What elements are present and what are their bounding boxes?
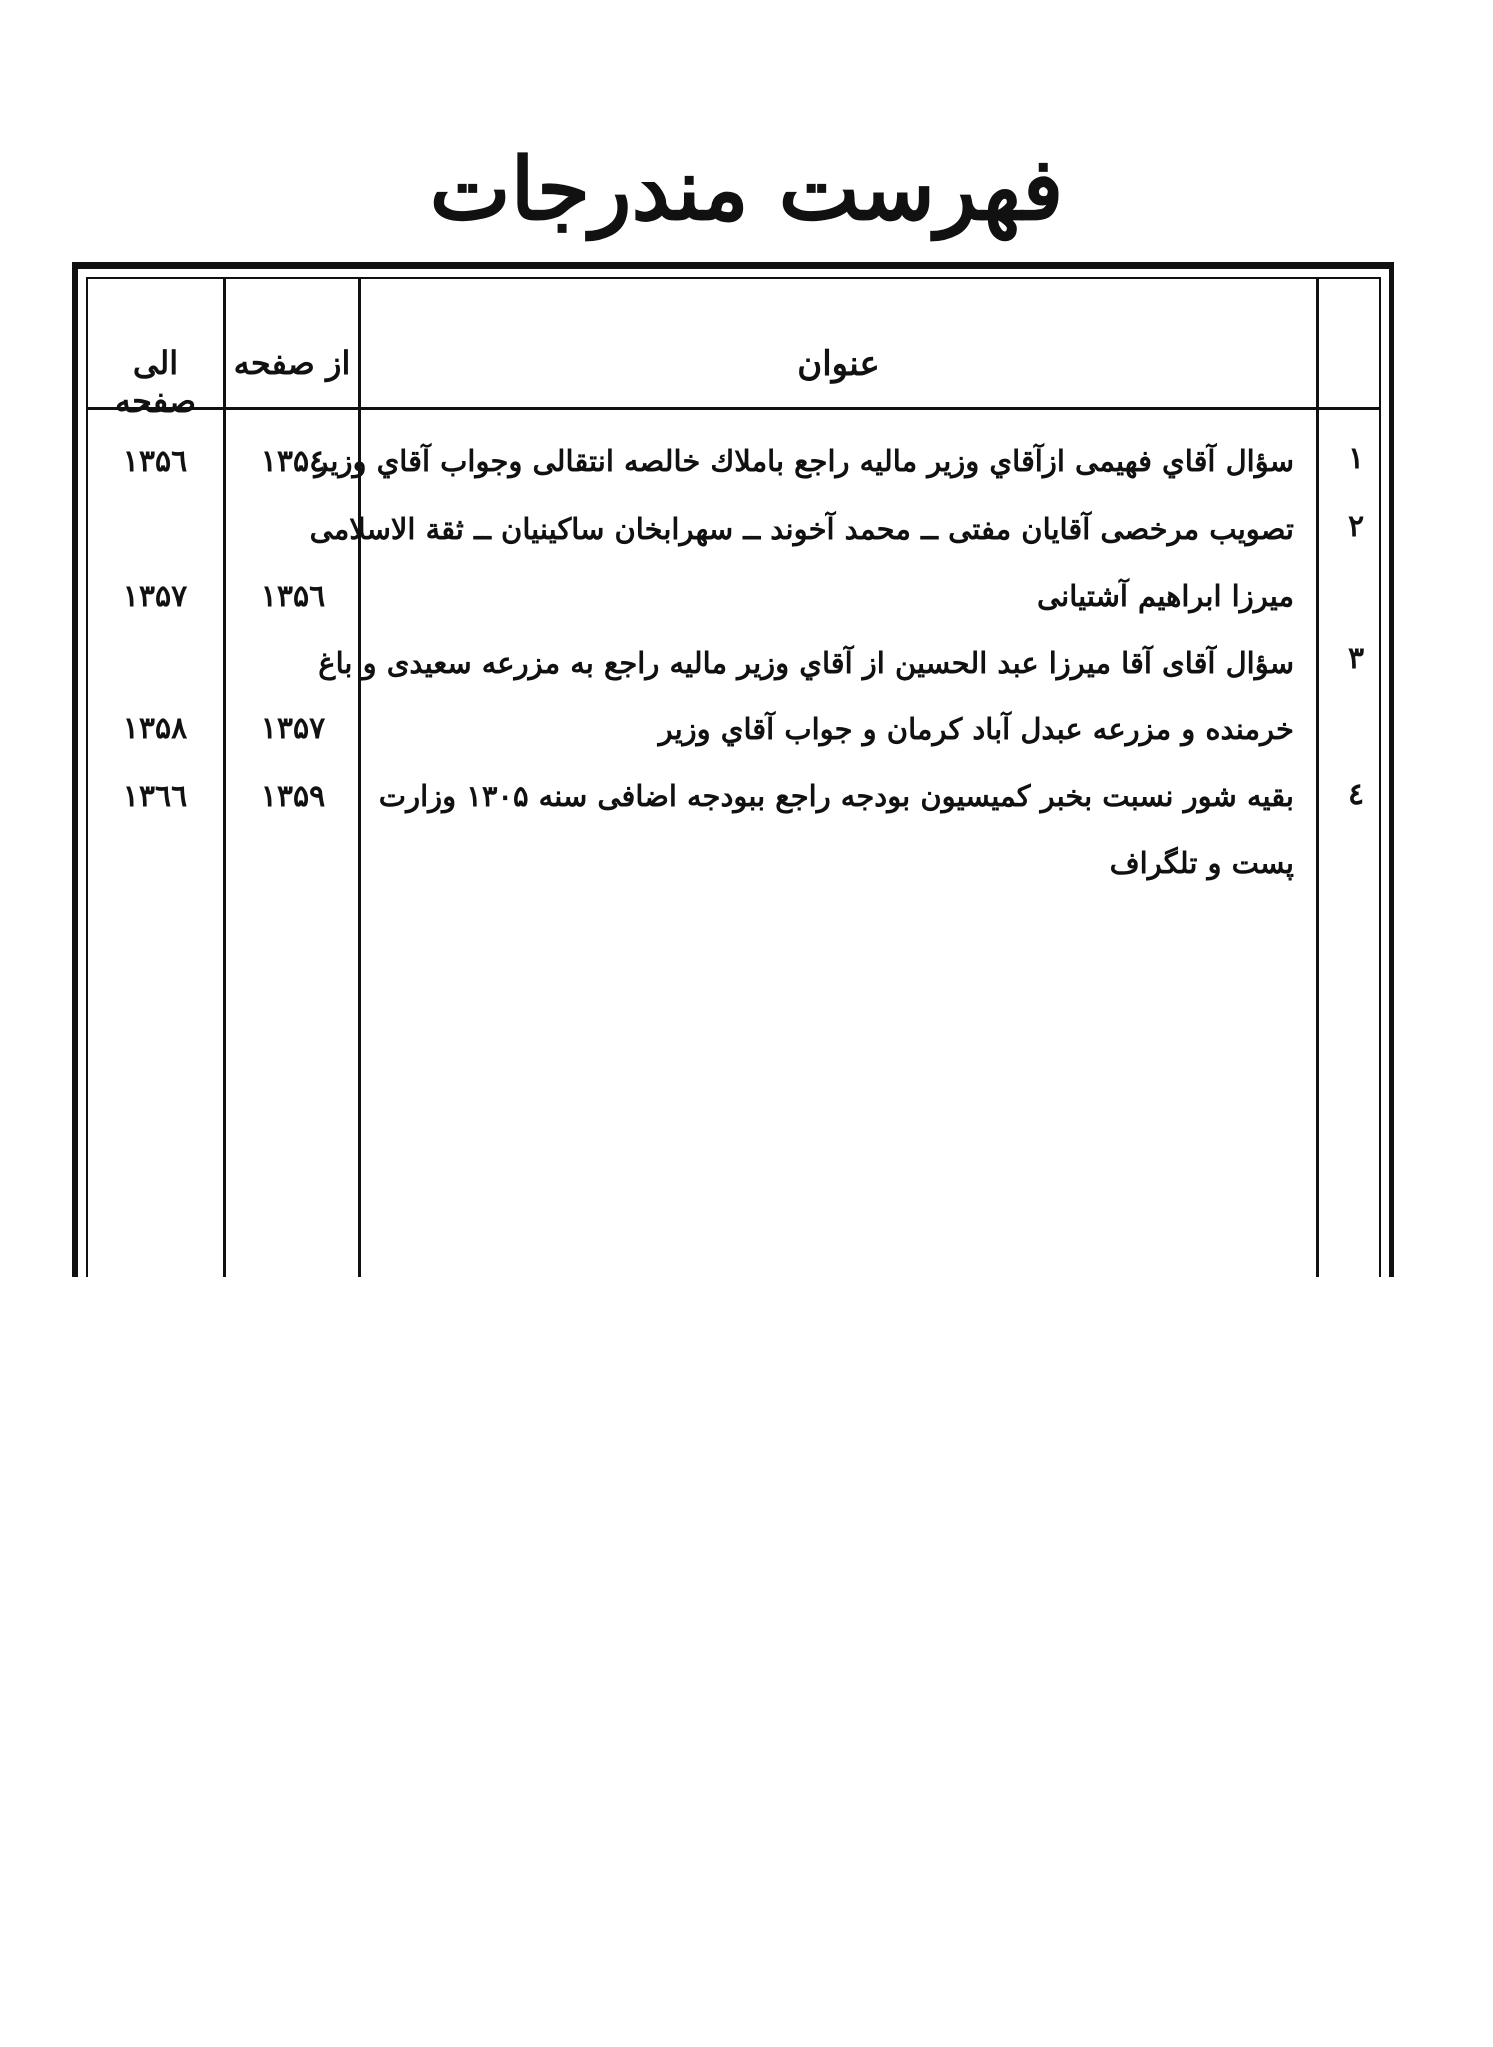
header-from-page-label: از صفحه: [233, 344, 351, 382]
row-title-line: تصويب مرخصی آقايان مفتی ــ محمد آخوند ــ سهرابخان ساكينيان ــ ثقة الاسلامی: [309, 512, 1294, 546]
row-number: ۲: [1347, 509, 1365, 544]
row-title-line: خرمنده و مزرعه عبدل آباد كرمان و جواب آقاي وزير: [658, 712, 1294, 746]
header-to-page-label: الی صفحه: [114, 344, 197, 420]
row-from-page: ۱۳۵٤: [260, 444, 326, 479]
row-title-line: سؤال آقای آقا ميرزا عبد الحسين از آقاي وزير ماليه راجع به مزرعه سعيدی و باغ: [318, 646, 1294, 680]
header-title-label: عنوان: [797, 344, 880, 384]
row-to-page: ۱۳۵۷: [122, 579, 188, 614]
row-number: ۳: [1347, 641, 1365, 676]
row-number: ٤: [1347, 777, 1365, 812]
row-to-page: ۱۳۵٦: [122, 444, 188, 479]
row-from-page: ۱۳۵۷: [260, 711, 326, 746]
inner-right-border: [1379, 277, 1381, 1277]
page-title: فهرست مندرجات: [429, 139, 1064, 240]
row-to-page: ۱۳٦٦: [122, 779, 188, 814]
row-title-line: ميرزا ابراهيم آشتيانی: [1036, 579, 1294, 613]
row-from-page: ۱۳۵٦: [260, 579, 326, 614]
row-to-page: ۱۳۵۸: [122, 711, 188, 746]
row-number: ۱: [1347, 441, 1365, 476]
row-title-line: سؤال آقاي فهيمی ازآقاي وزير ماليه راجع باملاك خالصه انتقالی وجواب آقاي وزير: [314, 444, 1294, 478]
row-from-page: ۱۳۵۹: [260, 779, 326, 814]
row-title-line: بقيه شور نسبت بخبر كميسيون بودجه راجع ببودجه اضافی سنه ۱۳۰۵ وزارت: [378, 779, 1294, 813]
toc-table: [72, 262, 1394, 1277]
column-divider-title-num: [1316, 277, 1319, 1277]
row-title-line: پست و تلگراف: [1109, 846, 1294, 880]
